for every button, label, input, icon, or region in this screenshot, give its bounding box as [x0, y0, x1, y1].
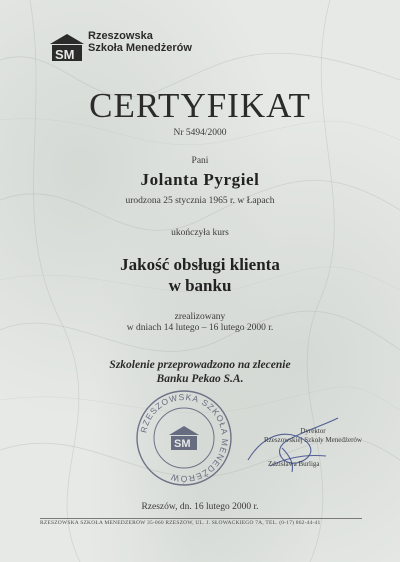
logo-line-2: Szkoła Menedżerów	[88, 42, 192, 54]
school-seal	[134, 388, 234, 488]
salutation: Pani	[191, 156, 209, 166]
svg-text:SM: SM	[174, 438, 191, 450]
signer-title-2: Rzeszowskiej Szkoły Menedżerów	[264, 436, 362, 444]
signature-block	[258, 427, 368, 445]
commission-line-2: Banku Pekao S.A.	[156, 373, 244, 385]
footer-divider	[40, 518, 362, 519]
signer-name: Zdzisława Burliga	[268, 460, 320, 468]
birth-info: urodzona 25 stycznia 1965 r. w Łapach	[125, 196, 275, 206]
course-dates: w dniach 14 lutego – 16 lutego 2000 r.	[126, 323, 274, 333]
course-line-2: w banku	[168, 276, 232, 295]
signer-title-1: Dyrektor	[300, 427, 326, 435]
footer-address: RZESZOWSKA SZKOŁA MENEDŻERÓW 35-060 RZESZÓW, UL. J. SŁOWACKIEGO 7A, TEL. (0-17) 862-44-41	[40, 520, 321, 526]
commission-text	[0, 358, 400, 386]
course-line-1: Jakość obsługi klienta	[120, 255, 280, 274]
completed-text: ukończyła kurs	[171, 228, 229, 238]
logo-text	[88, 30, 198, 54]
logo-line-1: Rzeszowska	[88, 30, 153, 42]
place-date: Rzeszów, dn. 16 lutego 2000 r.	[141, 502, 259, 512]
handwritten-signature	[230, 410, 350, 480]
certificate-title: CERTYFIKAT	[89, 86, 311, 125]
realized-label: zrealizowany	[174, 312, 226, 322]
certificate-number: Nr 5494/2000	[173, 128, 227, 138]
svg-text:SM: SM	[55, 47, 75, 62]
school-logo	[48, 30, 198, 66]
course-name	[0, 254, 400, 296]
logo-mark-icon	[48, 32, 86, 62]
recipient-name: Jolanta Pyrgiel	[140, 170, 260, 189]
seal-logo-icon	[169, 426, 199, 450]
commission-line-1: Szkolenie przeprowadzono na zlecenie	[109, 359, 291, 371]
seal-ring-text: RZESZOWSKA SZKOŁA MENEDŻERÓW	[138, 391, 231, 485]
